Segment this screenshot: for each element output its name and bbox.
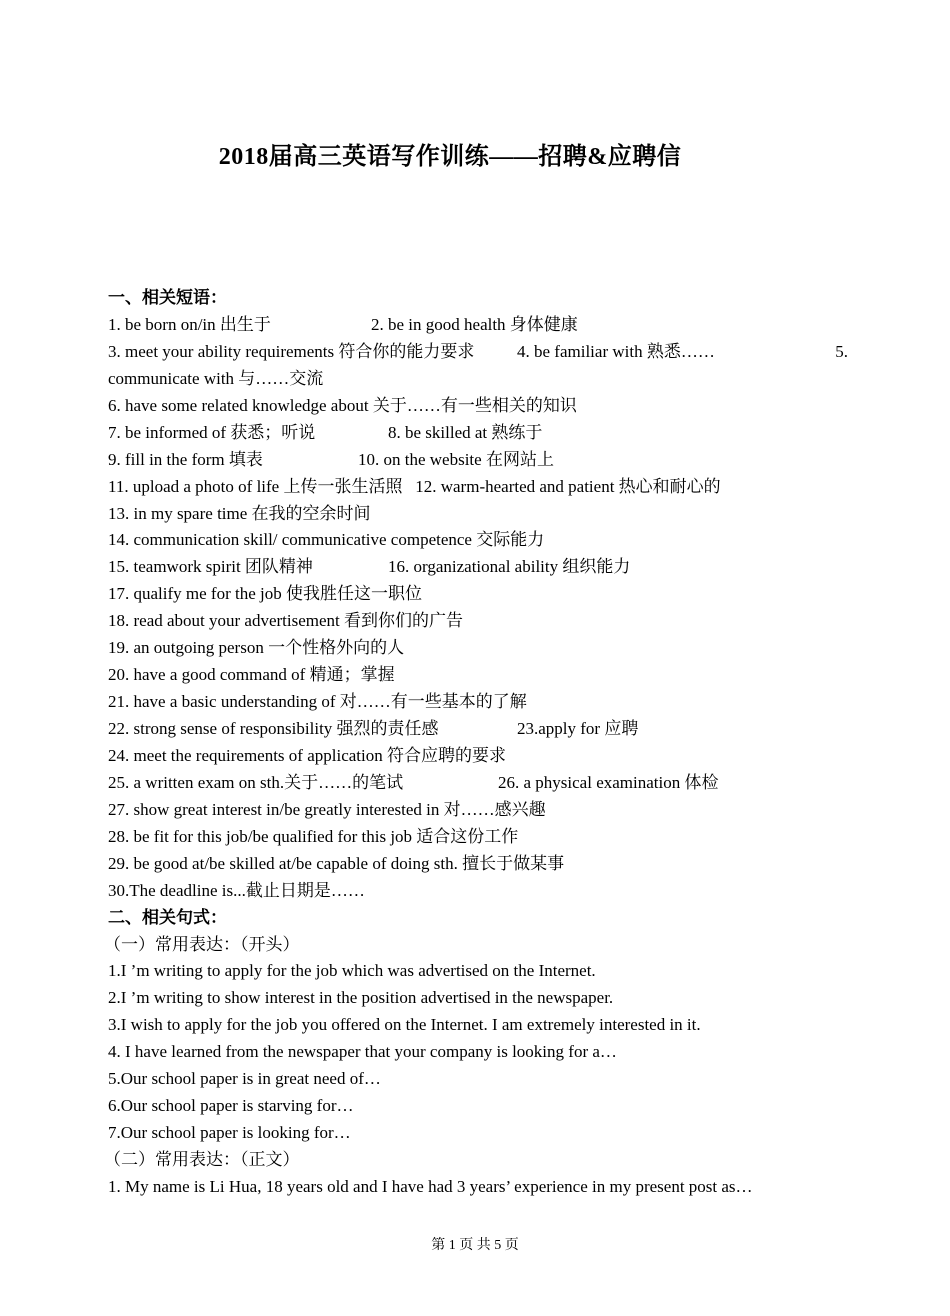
body-sentence-1: 1. My name is Li Hua, 18 years old and I have had 3 years’ experience in my present post as… — [108, 1176, 753, 1196]
section-heading-phrases: 一、相关短语： — [108, 288, 227, 307]
phrase-20: 20. have a good command of 精通；掌握 — [108, 665, 395, 685]
phrase-7: 7. be informed of 获悉；听说 — [108, 422, 316, 442]
phrase-11: 11. upload a photo of life 上传一张生活照 — [108, 476, 403, 496]
phrase-17: 17. qualify me for the job 使我胜任这一职位 — [108, 584, 422, 604]
opening-sentence-1: 1.I ’m writing to apply for the job which was advertised on the Internet. — [108, 961, 596, 981]
phrase-line-11 — [108, 474, 848, 501]
section-heading-sentences: 二、相关句式： — [108, 907, 227, 927]
phrase-29: 29. be good at/be skilled at/be capable of doing sth. 擅长于做某事 — [108, 853, 565, 873]
opening-sentence-6: 6.Our school paper is starving for… — [108, 1096, 354, 1116]
phrase-18: 18. read about your advertisement 看到你们的广告 — [108, 611, 464, 631]
phrase-26: 26. a physical examination 体检 — [498, 772, 719, 792]
subsection-opening: （一）常用表达：（开头） — [104, 934, 300, 954]
page-footer: 第 1 页 共 5 页 — [431, 1238, 519, 1253]
phrase-line-25 — [108, 770, 848, 797]
opening-sentence-4: 4. I have learned from the newspaper that your company is looking for a… — [108, 1042, 617, 1062]
opening-sentence-5: 5.Our school paper is in great need of… — [108, 1069, 381, 1089]
phrase-22: 22. strong sense of responsibility 强烈的责任感 — [108, 719, 439, 738]
phrase-3: 3. meet your ability requirements 符合你的能力要求 — [108, 341, 475, 361]
document-title: 2018届高三英语写作训练——招聘&应聘信 — [218, 144, 682, 170]
phrase-line-7 — [108, 420, 848, 447]
phrase-4: 4. be familiar with 熟悉…… — [517, 341, 715, 361]
phrase-15: 15. teamwork spirit 团队精神 — [108, 557, 313, 577]
phrase-28: 28. be fit for this job/be qualified for this job 适合这份工作 — [108, 826, 519, 846]
phrase-2: 2. be in good health 身体健康 — [371, 314, 578, 334]
phrase-16: 16. organizational ability 组织能力 — [388, 557, 631, 577]
phrase-5-number: 5. — [835, 341, 848, 361]
phrase-1: 1. be born on/in 出生于 — [108, 314, 271, 334]
phrase-line-2 — [108, 339, 848, 366]
phrase-13: 13. in my spare time 在我的空余时间 — [108, 503, 371, 523]
document-body — [104, 285, 848, 1201]
phrase-14: 14. communication skill/ communicative competence 交际能力 — [108, 530, 545, 550]
phrase-10: 10. on the website 在网站上 — [358, 449, 554, 469]
phrase-21: 21. have a basic understanding of 对……有一些基本的了解 — [108, 692, 527, 712]
phrase-25: 25. a written exam on sth.关于……的笔试 — [108, 772, 404, 792]
opening-sentence-7: 7.Our school paper is looking for… — [108, 1123, 351, 1143]
phrase-5: communicate with 与……交流 — [108, 368, 324, 388]
opening-sentence-3: 3.I wish to apply for the job you offered on the Internet. I am extremely interested in it. — [108, 1015, 701, 1035]
phrase-6: 6. have some related knowledge about 关于……有一些相关的知识 — [108, 395, 577, 415]
phrase-line-1 — [108, 312, 848, 339]
subsection-body: （二）常用表达：（正文） — [104, 1150, 300, 1169]
phrase-8: 8. be skilled at 熟练于 — [388, 422, 543, 442]
opening-sentence-2: 2.I ’m writing to show interest in the position advertised in the newspaper. — [108, 988, 614, 1008]
phrase-23: 23.apply for 应聘 — [517, 719, 639, 738]
phrase-24: 24. meet the requirements of application 符合应聘的要求 — [108, 745, 506, 765]
phrase-line-15 — [108, 554, 848, 581]
phrase-9: 9. fill in the form 填表 — [108, 449, 263, 469]
phrase-27: 27. show great interest in/be greatly interested in 对……感兴趣 — [108, 799, 546, 819]
phrase-12: 12. warm-hearted and patient 热心和耐心的 — [415, 476, 721, 496]
phrase-30: 30.The deadline is...截止日期是…… — [108, 880, 365, 900]
phrase-line-9 — [108, 447, 848, 474]
phrase-line-22 — [108, 716, 848, 743]
phrase-19: 19. an outgoing person 一个性格外向的人 — [108, 638, 405, 658]
